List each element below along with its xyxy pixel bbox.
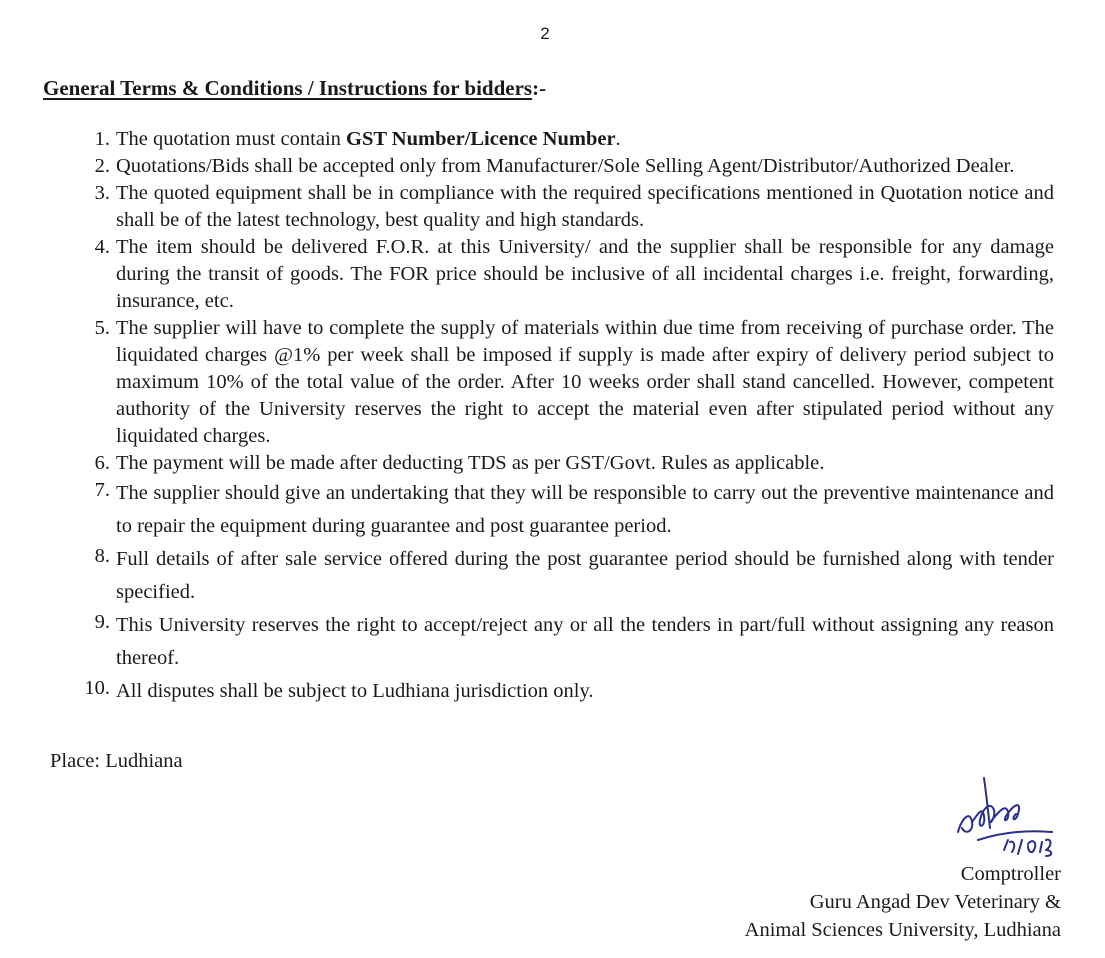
term-number: 7. (94, 479, 110, 501)
handwritten-signature (948, 770, 1068, 860)
section-heading-suffix: :- (532, 76, 547, 100)
term-number: 1. (94, 128, 110, 150)
place-line: Place: Ludhiana (50, 750, 183, 772)
term-text-bold: GST Number/Licence Number (346, 128, 616, 150)
term-text-post: . (615, 128, 621, 150)
term-number: 3. (94, 182, 110, 204)
terms-list (78, 126, 1054, 708)
term-text: The quoted equipment shall be in compliance with the required specifications mentioned in Quotation notice and shall be of the latest technology, best quality and high standards. (116, 182, 1054, 231)
term-item-9 (78, 609, 1054, 675)
term-item-6 (78, 450, 1054, 477)
term-text: The item should be delivered F.O.R. at this University/ and the supplier shall be responsible for any damage during the transit of goods. The FOR price should be inclusive of all incidental charges i.e. freight, forwarding, insurance, etc. (116, 236, 1054, 312)
term-number: 6. (94, 452, 110, 474)
signatory-org-line1: Guru Angad Dev Veterinary & (809, 891, 1061, 913)
term-number: 10. (84, 677, 110, 699)
term-text: Quotations/Bids shall be accepted only from Manufacturer/Sole Selling Agent/Distributor/Authorized Dealer. (116, 155, 1015, 177)
term-number: 4. (94, 236, 110, 258)
term-item-1 (78, 126, 1054, 153)
term-text: This University reserves the right to accept/reject any or all the tenders in part/full without assigning any reason thereof. (116, 614, 1054, 669)
term-number: 8. (94, 545, 110, 567)
section-heading (43, 76, 546, 101)
term-text: The supplier should give an undertaking that they will be responsible to carry out the preventive maintenance and to repair the equipment during guarantee and post guarantee period. (116, 482, 1054, 537)
page-number: 2 (540, 24, 550, 43)
term-text: The payment will be made after deducting TDS as per GST/Govt. Rules as applicable. (116, 452, 825, 474)
term-text: All disputes shall be subject to Ludhiana jurisdiction only. (116, 680, 594, 702)
term-text: The supplier will have to complete the supply of materials within due time from receiving of purchase order. The liquidated charges @1% per week shall be imposed if supply is made after expiry of delivery period subject to maximum 10% of the total value of the order. After 10 weeks order shall stand cancelled. However, competent authority of the University reserves the right to accept the material even after stipulated period without any liquidated charges. (116, 317, 1054, 447)
term-number: 2. (94, 155, 110, 177)
term-item-8 (78, 543, 1054, 609)
term-item-10 (78, 675, 1054, 708)
term-item-3 (78, 180, 1054, 234)
term-number: 9. (94, 611, 110, 633)
term-item-4 (78, 234, 1054, 315)
term-item-5 (78, 315, 1054, 450)
term-text-pre: The quotation must contain (116, 128, 347, 150)
signatory-block (745, 860, 1061, 944)
section-heading-text: General Terms & Conditions / Instructions for bidders (43, 76, 533, 100)
term-item-2 (78, 153, 1054, 180)
term-text: Full details of after sale service offered during the post guarantee period should be furnished along with tender specified. (116, 548, 1054, 603)
term-item-7 (78, 477, 1054, 543)
signatory-title: Comptroller (960, 863, 1061, 885)
term-number: 5. (94, 317, 110, 339)
term-text (116, 126, 1054, 153)
signatory-org-line2: Animal Sciences University, Ludhiana (744, 919, 1061, 941)
